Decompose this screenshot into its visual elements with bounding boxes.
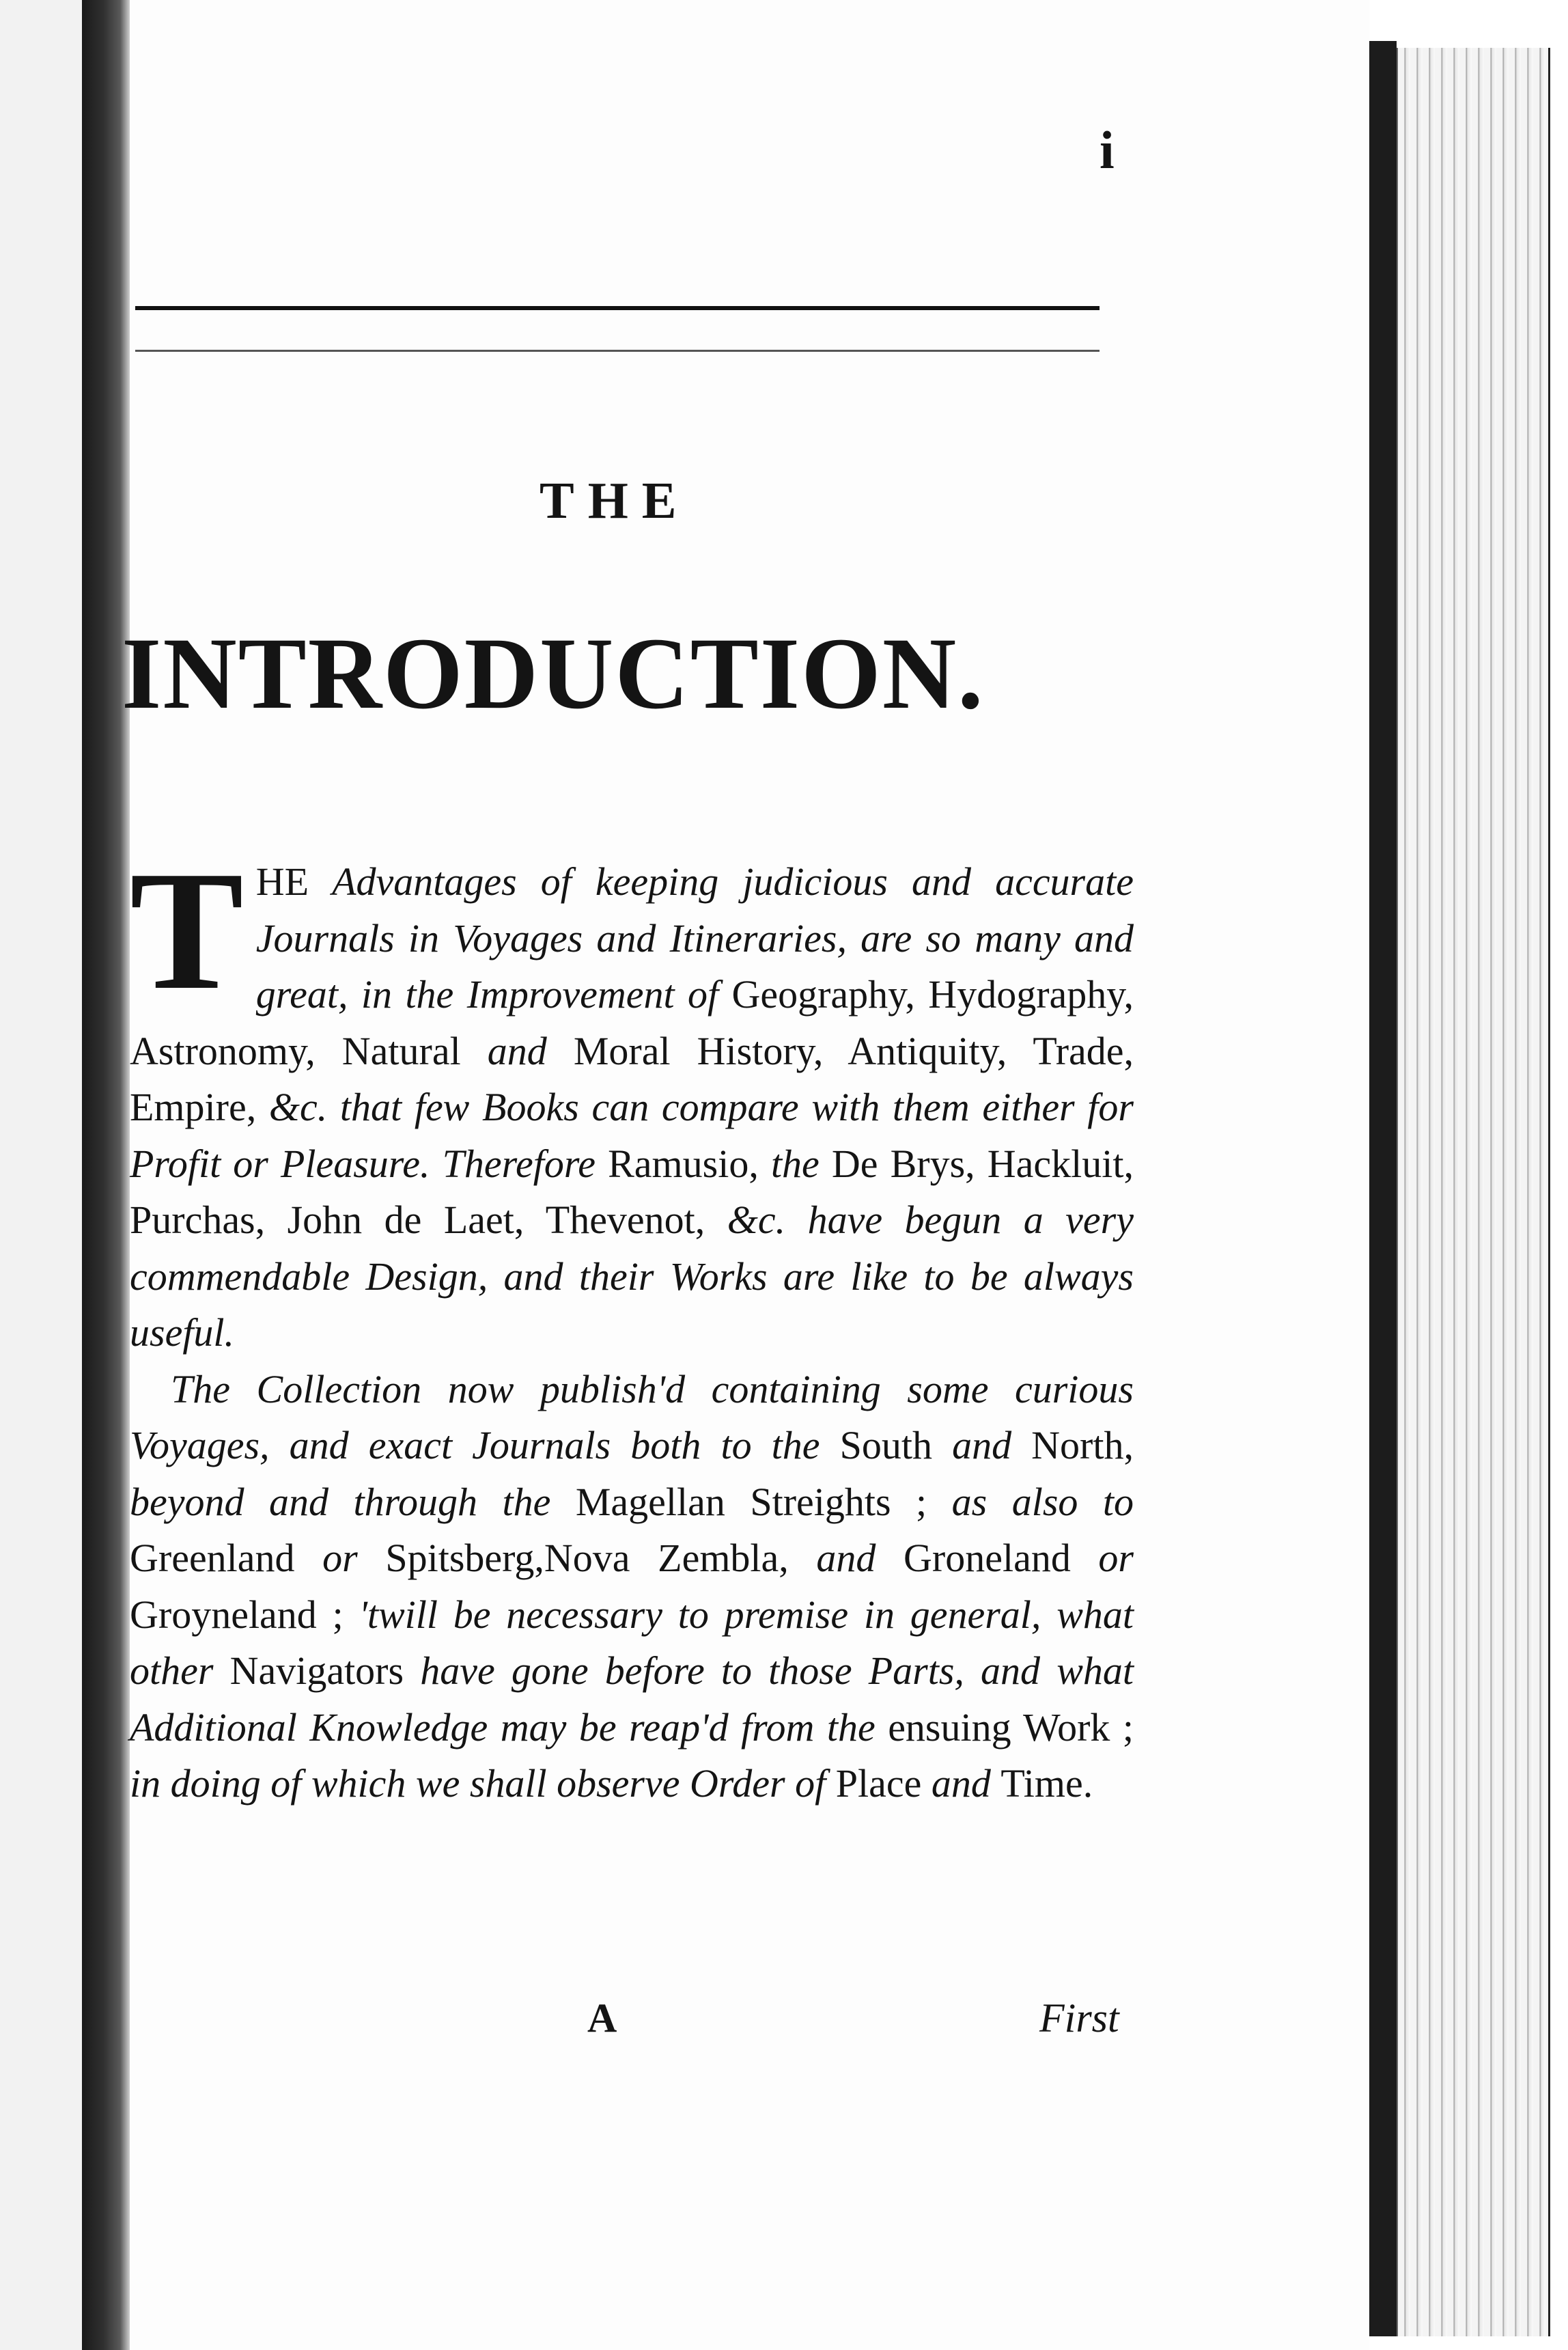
text-span: and	[460, 1028, 574, 1073]
text-span: Groneland	[904, 1536, 1071, 1580]
paragraph-2	[130, 1361, 1134, 1812]
heading-introduction: INTRODUCTION.	[122, 617, 985, 730]
text-span: and	[932, 1423, 1032, 1467]
text-span: South	[839, 1423, 932, 1467]
text-span: Place	[835, 1761, 922, 1806]
text-span: De Brys, Hackluit, Purchas, John de Laet, Thevenot,	[130, 1141, 1134, 1242]
text-span: Spitsberg,Nova Zembla,	[385, 1536, 789, 1580]
text-span: &c. that few Books can compare with them either for Profit or Pleasure. Therefore	[130, 1085, 1134, 1186]
text-span: in doing of which we shall observe Order of	[130, 1761, 836, 1806]
text-span: Navigators	[229, 1648, 404, 1693]
page-shadow-edge	[1369, 41, 1397, 2336]
text-span: Time.	[1000, 1761, 1093, 1806]
text-span: beyond and through the	[130, 1479, 576, 1524]
page-number: i	[1100, 120, 1115, 180]
text-span: or	[294, 1536, 386, 1580]
drop-cap: T	[130, 836, 244, 1025]
text-span: as also to	[927, 1479, 1134, 1524]
text-span: &c. have begun a very commendable Design, and their Works are like to be always useful.	[130, 1198, 1134, 1355]
catchword: First	[1039, 1995, 1119, 2041]
text-span: HE	[255, 859, 309, 904]
paragraph-1	[130, 836, 1134, 1361]
text-span: Ramusio,	[608, 1141, 759, 1186]
text-span: the	[758, 1141, 832, 1186]
text-span: Advantages of keeping judicious and accurate Journals in Voyages and Itineraries, are so many and great, in the Improvement of	[255, 859, 1134, 1017]
book-fore-edge	[1397, 48, 1550, 2336]
text-span: and	[921, 1761, 1001, 1806]
text-span: or	[1070, 1536, 1134, 1580]
body-text	[130, 836, 1134, 1812]
text-span: Geography, Hydography, Astronomy, Natural	[130, 972, 1134, 1073]
text-span: have gone before to those Parts, and what Additional Knowledge may be reap'd from the	[130, 1648, 1134, 1750]
header-rule-secondary	[135, 350, 1100, 352]
book-gutter	[82, 0, 130, 2350]
text-span: Greenland	[130, 1536, 295, 1580]
text-span: North,	[1031, 1423, 1134, 1467]
text-span: Magellan Streights ;	[575, 1479, 927, 1524]
text-span: Moral History, Antiquity, Trade, Empire,	[130, 1028, 1134, 1129]
text-span: Groyneland ;	[130, 1592, 344, 1637]
text-span: and	[788, 1536, 904, 1580]
header-rule	[135, 306, 1100, 310]
text-span: The Collection now publish'd containing some curious Voyages, and exact Journals both to the	[130, 1366, 1134, 1467]
text-span: ensuing Work ;	[888, 1704, 1134, 1750]
text-span: 'twill be necessary to premise in general, what other	[130, 1592, 1134, 1693]
facing-page-edge	[0, 0, 83, 2350]
signature-mark: A	[587, 1995, 617, 2041]
heading-the: THE	[540, 472, 690, 529]
